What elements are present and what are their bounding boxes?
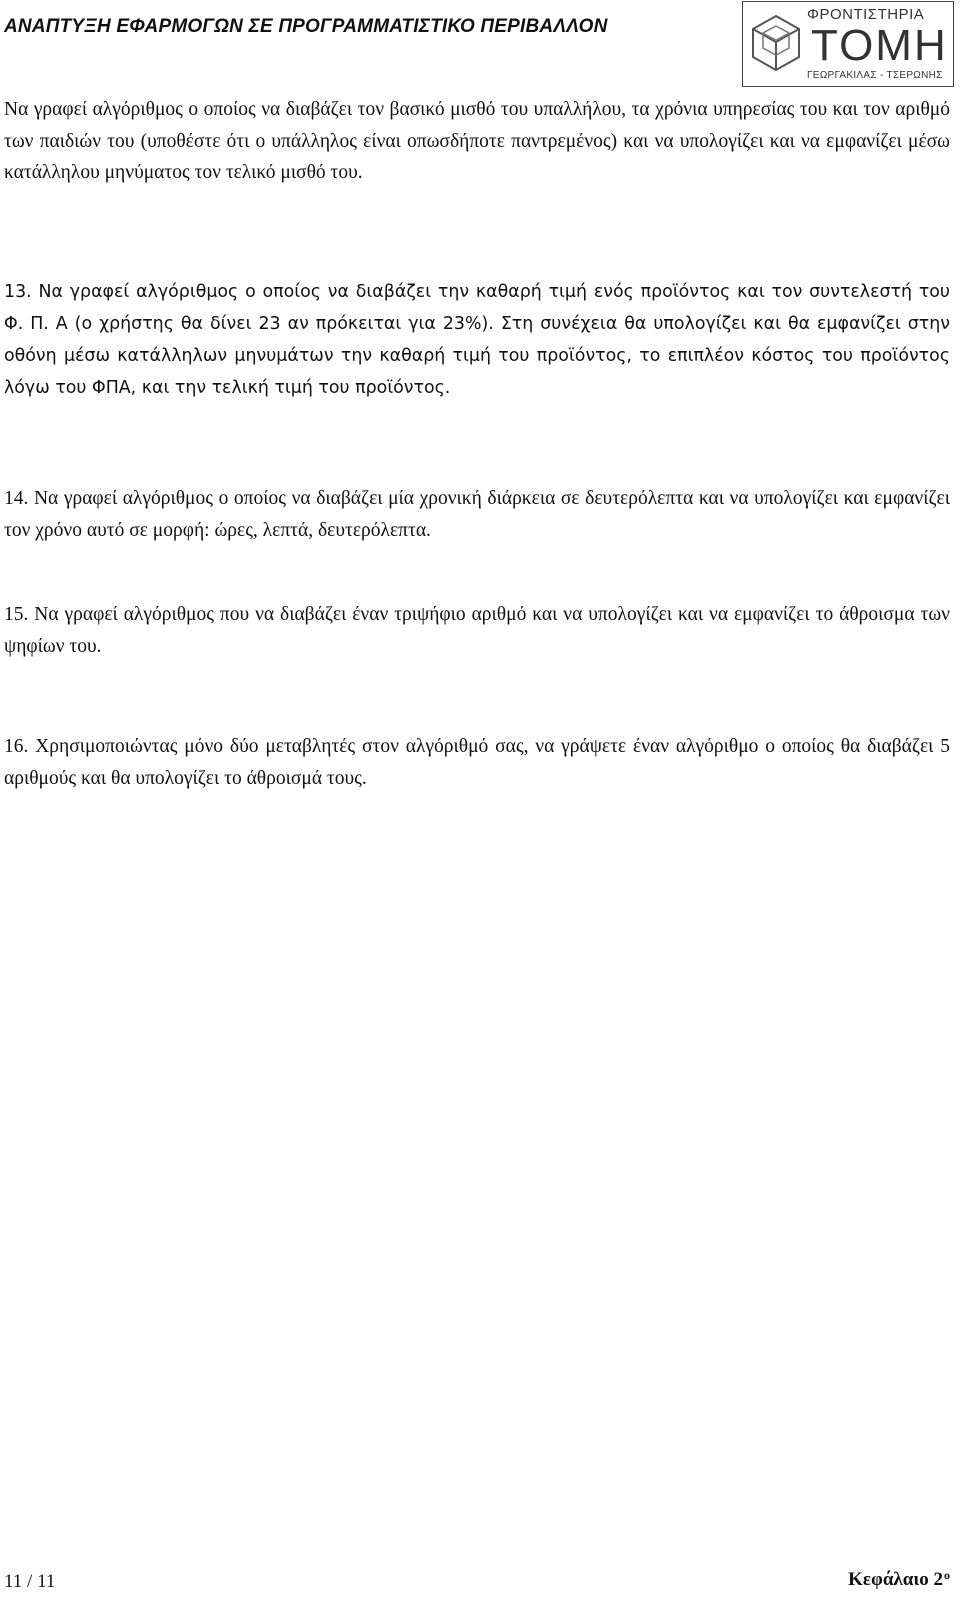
exercise-15-paragraph: 15. Να γραφεί αλγόριθμος που να διαβάζει έναν τριψήφιο αριθμό και να υπολογίζει και να εμφανίζει το άθροισμα των ψηφίων του.: [4, 604, 950, 657]
exercise-intro-paragraph: Να γραφεί αλγόριθμος ο οποίος να διαβάζει τον βασικό μισθό του υπαλλήλου, τα χρόνια υπηρεσίας του και τον αριθμό των παιδιών του (υποθέστε ότι ο υπάλληλος είναι οπωσδήποτε παντρεμένος) και να υπολογίζει και να εμφανίζει μέσω κατάλληλου μηνύματος τον τελικό μισθό του.: [4, 99, 950, 183]
brand-logo: [742, 1, 954, 87]
exercise-14-paragraph: 14. Να γραφεί αλγόριθμος ο οποίος να διαβάζει μία χρονική διάρκεια σε δευτερόλεπτα και να υπολογίζει και εμφανίζει τον χρόνο αυτό σε μορφή: ώρες, λεπτά, δευτερόλεπτα.: [4, 488, 950, 541]
exercise-16-paragraph: 16. Χρησιμοποιώντας μόνο δύο μεταβλητές στον αλγόριθμό σας, να γράψετε έναν αλγόριθμο ο οποίος θα διαβάζει 5 αριθμούς και θα υπολογίζει το άθροισμά τους.: [4, 736, 950, 789]
cube-logo-icon: [749, 12, 803, 78]
logo-top-text: ΦΡΟΝΤΙΣΤΗΡΙΑ: [807, 6, 925, 23]
exercise-13-paragraph: 13. Να γραφεί αλγόριθμος ο οποίος να διαβάζει την καθαρή τιμή ενός προϊόντος και τον συντελεστή του Φ. Π. Α (ο χρήστης θα δίνει 23 αν πρόκειται για 23%). Στη συνέχεια θα υπολογίζει και θα εμφανίζει στην οθόνη μέσω κατάλληλων μηνυμάτων την καθαρή τιμή του προϊόντος, το επιπλέον κόστος του προϊόντος λόγω του ΦΠΑ, και την τελική τιμή του προϊόντος.: [4, 282, 950, 398]
logo-main-text: ΤΟΜΗ: [811, 21, 948, 70]
page-number: 11 / 11: [4, 1571, 56, 1592]
chapter-label-superscript: ο: [944, 1568, 950, 1582]
chapter-label-text: Κεφάλαιο 2: [848, 1569, 943, 1590]
chapter-label: [848, 1568, 950, 1591]
logo-bottom-text: ΓΕΩΡΓΑΚΙΛΑΣ - ΤΣΕΡΩΝΗΣ: [807, 70, 943, 81]
page-header-title: ΑΝΑΠΤΥΞΗ ΕΦΑΡΜΟΓΩΝ ΣΕ ΠΡΟΓΡΑΜΜΑΤΙΣΤΙΚΟ ΠΕΡΙΒΑΛΛΟΝ: [4, 16, 608, 37]
